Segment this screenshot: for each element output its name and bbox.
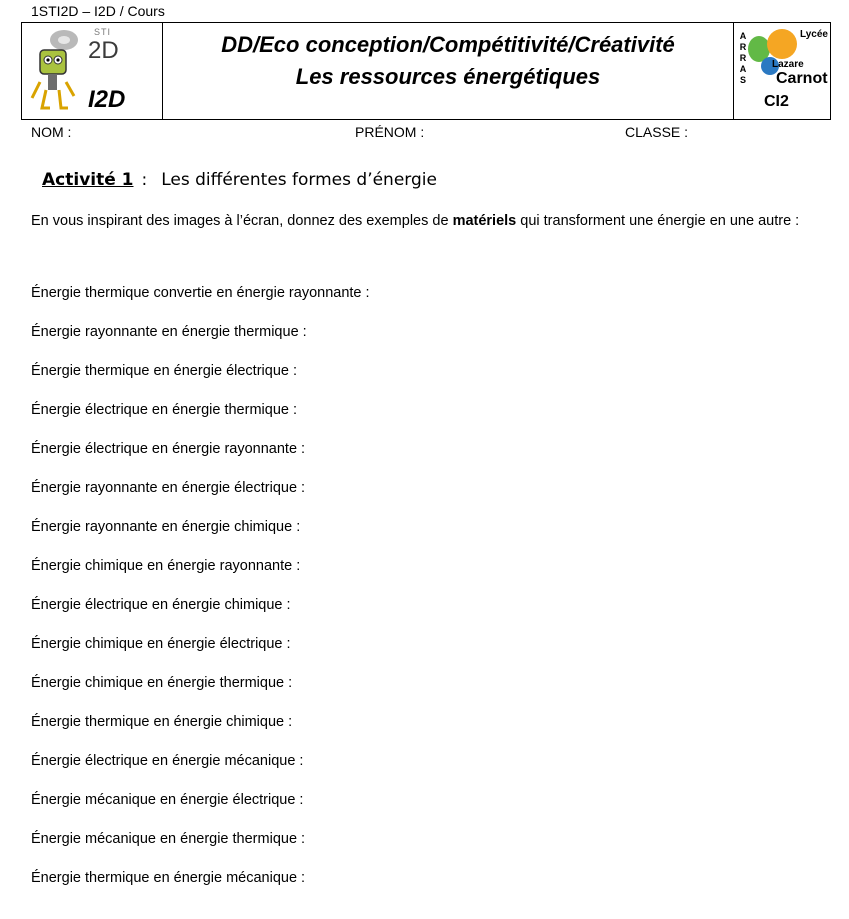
sti-label: STI xyxy=(94,27,112,37)
question-list xyxy=(31,284,370,908)
header-title xyxy=(163,23,734,119)
carnot-label: Carnot xyxy=(776,70,828,87)
question-item: Énergie chimique en énergie électrique : xyxy=(31,636,291,652)
question-item: Énergie chimique en énergie rayonnante : xyxy=(31,558,301,574)
activity-label: Activité 1 xyxy=(42,170,134,190)
sti2d-logo xyxy=(22,23,163,119)
activity-heading xyxy=(38,170,437,190)
prenom-field: PRÉNOM : xyxy=(355,124,425,140)
school-logo xyxy=(734,23,830,119)
arras-label: A R R A S xyxy=(739,31,747,85)
question-item: Énergie thermique en énergie mécanique : xyxy=(31,870,306,886)
question-item: Énergie rayonnante en énergie électrique : xyxy=(31,480,306,496)
title-line-1: DD/Eco conception/Compétitivité/Créativité xyxy=(221,32,675,57)
question-item: Énergie thermique en énergie chimique : xyxy=(31,714,293,730)
instructions: En vous inspirant des images à l’écran, donnez des exemples de matériels qui transforment une énergie en une autre : xyxy=(31,213,800,229)
question-item: Énergie électrique en énergie rayonnante : xyxy=(31,441,306,457)
mascot-icon xyxy=(28,26,88,114)
question-item: Énergie thermique en énergie électrique : xyxy=(31,363,297,379)
question-item: Énergie électrique en énergie mécanique : xyxy=(31,753,304,769)
question-item: Énergie chimique en énergie thermique : xyxy=(31,675,293,691)
title-line-2: Les ressources énergétiques xyxy=(295,64,601,89)
nom-field: NOM : xyxy=(31,124,72,140)
emphasis-materiels: matériels xyxy=(452,213,517,229)
question-item: Énergie électrique en énergie chimique : xyxy=(31,597,291,613)
2d-label: 2D xyxy=(88,37,119,64)
question-item: Énergie électrique en énergie thermique : xyxy=(31,402,297,418)
question-item: Énergie thermique convertie en énergie rayonnante : xyxy=(31,285,370,301)
lycee-label: Lycée xyxy=(800,29,828,40)
activity-colon: : xyxy=(141,170,148,190)
course-line: 1STI2D – I2D / Cours xyxy=(31,3,165,19)
lazare-label: Lazare xyxy=(772,59,804,70)
i2d-label: I2D xyxy=(88,86,126,113)
document-header xyxy=(21,22,831,120)
question-item: Énergie mécanique en énergie thermique : xyxy=(31,831,306,847)
question-item: Énergie rayonnante en énergie thermique : xyxy=(31,324,307,340)
classe-field: CLASSE : xyxy=(625,124,689,140)
ci-label: CI2 xyxy=(764,93,789,110)
question-item: Énergie rayonnante en énergie chimique : xyxy=(31,519,301,535)
activity-title: Les différentes formes d’énergie xyxy=(161,170,437,190)
orange-dot-icon xyxy=(767,29,797,59)
question-item: Énergie mécanique en énergie électrique : xyxy=(31,792,304,808)
